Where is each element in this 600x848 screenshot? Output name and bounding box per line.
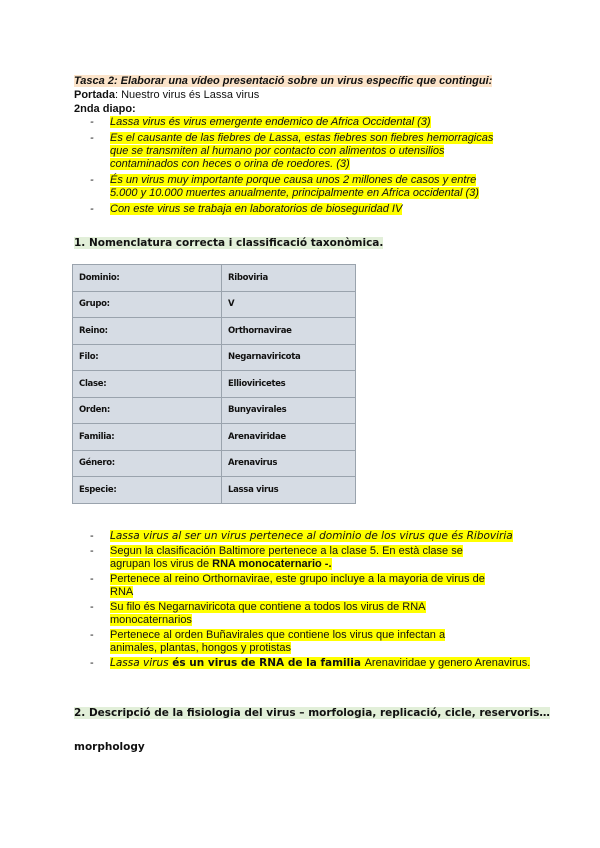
taxonomy-table <box>72 264 356 504</box>
taxonomy-value: Orthornavirae <box>222 318 356 345</box>
list-item-cont: agrupan los virus de RNA monocaternario -. <box>110 558 332 570</box>
table-row <box>73 397 356 424</box>
task-title: Tasca 2: Elaborar una vídeo presentació sobre un virus específic que contingui: <box>74 75 493 87</box>
list-item-cont: 5.000 y 10.000 muertes anualmente, principalmente en Africa occidental (3) <box>110 187 479 199</box>
list-item: - Es el causante de las fiebres de Lassa, estas fiebres son fiebres hemorragicas <box>90 132 494 144</box>
list-item-cont: monocaternarios <box>110 614 192 626</box>
taxonomy-value: Negarnaviricota <box>222 344 356 371</box>
slide2-label: 2nda diapo: <box>74 103 136 115</box>
intro-bullet-list <box>74 116 534 216</box>
taxonomy-value: Bunyavirales <box>222 397 356 424</box>
morphology-label: morphology <box>74 741 145 753</box>
taxonomy-key: Especie: <box>73 477 222 504</box>
portada-line: Portada: Nuestro virus és Lassa virus <box>74 89 260 101</box>
list-item-cont: animales, plantas, hongos y protistas <box>110 642 291 654</box>
table-row <box>73 371 356 398</box>
list-item-cont: RNA <box>110 586 134 598</box>
taxonomy-value: V <box>222 291 356 318</box>
taxonomy-key: Familia: <box>73 424 222 451</box>
list-item: - Lassa virus al ser un virus pertenece al dominio de los virus que és Riboviria <box>90 530 513 542</box>
table-row <box>73 265 356 292</box>
table-row <box>73 291 356 318</box>
list-item: - Pertenece al orden Buñavirales que contiene los virus que infectan a <box>90 629 446 641</box>
table-row <box>73 344 356 371</box>
taxonomy-value: Ellioviricetes <box>222 371 356 398</box>
section1-heading: 1. Nomenclatura correcta i classificació taxonòmica. <box>74 237 384 249</box>
taxonomy-value: Arenaviridae <box>222 424 356 451</box>
taxonomy-key: Orden: <box>73 397 222 424</box>
table-row <box>73 477 356 504</box>
taxonomy-key: Género: <box>73 450 222 477</box>
list-item: - És un virus muy importante porque causa unos 2 millones de casos y entre <box>90 174 477 186</box>
taxonomy-key: Clase: <box>73 371 222 398</box>
taxonomy-value: Riboviria <box>222 265 356 292</box>
list-item: - Pertenece al reino Orthornavirae, este grupo incluye a la mayoria de virus de <box>90 573 485 585</box>
list-item: - Su filo és Negarnaviricota que contiene a todos los virus de RNA <box>90 601 426 613</box>
taxonomy-key: Reino: <box>73 318 222 345</box>
taxonomy-value: Lassa virus <box>222 477 356 504</box>
classification-bullet-list <box>74 530 534 670</box>
taxonomy-value: Arenavirus <box>222 450 356 477</box>
list-item: - Lassa virus és virus emergente endemico de Africa Occidental (3) <box>90 116 431 128</box>
table-row <box>73 450 356 477</box>
list-item: - Segun la clasificación Baltimore pertenece a la clase 5. En està clase se <box>90 545 463 557</box>
list-item: - Con este virus se trabaja en laboratorios de bioseguridad IV <box>90 203 403 215</box>
taxonomy-key: Grupo: <box>73 291 222 318</box>
table-row <box>73 424 356 451</box>
list-item-cont: contaminados con heces o orina de roedores. (3) <box>110 158 350 170</box>
list-item: - Lassa virus és un virus de RNA de la familia Arenaviridae y genero Arenavirus. <box>90 657 531 669</box>
table-row <box>73 318 356 345</box>
taxonomy-key: Dominio: <box>73 265 222 292</box>
taxonomy-key: Filo: <box>73 344 222 371</box>
list-item-cont: que se transmiten al humano por contacto con alimentos o utensilios <box>110 145 445 157</box>
section2-heading: 2. Descripció de la fisiologia del virus – morfologia, replicació, cicle, reservoris… <box>74 707 550 719</box>
